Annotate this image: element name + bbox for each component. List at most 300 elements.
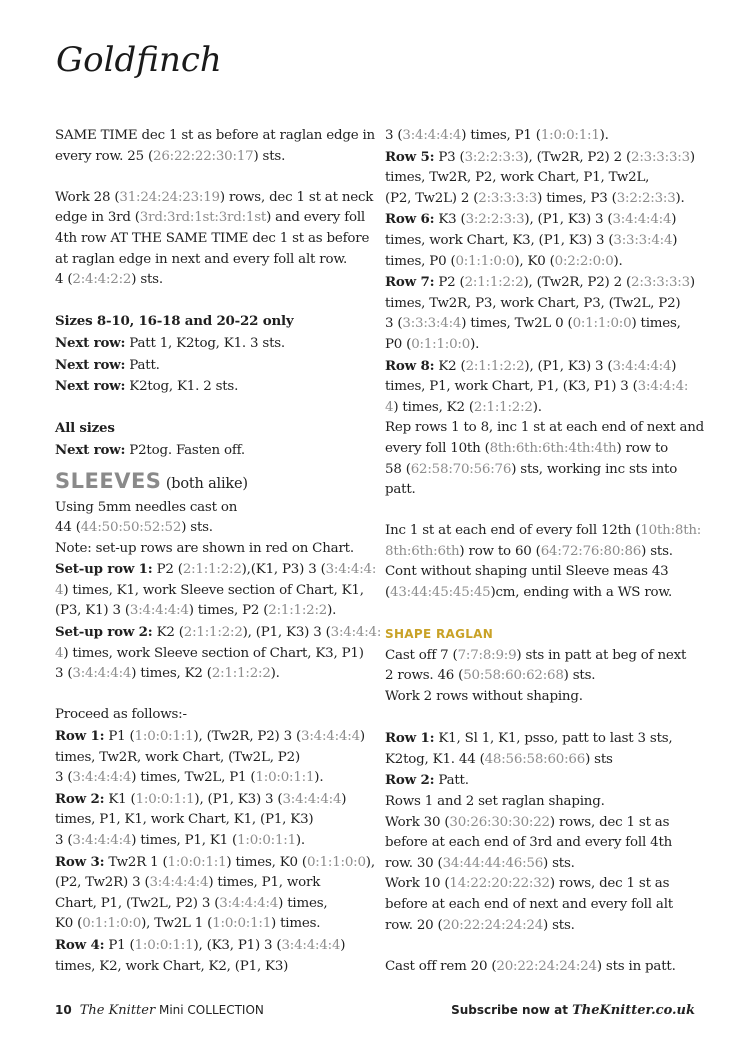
text-run: ) row to	[616, 440, 668, 456]
text-line	[55, 250, 373, 271]
text-run: at raglan edge in next and every foll alt row.	[55, 251, 348, 267]
text-run: Cast off 7 (	[385, 647, 458, 663]
text-run: ) times, Tw2L, P1 (	[131, 770, 256, 786]
text-run: ).	[613, 253, 623, 269]
footer-left	[55, 1003, 264, 1018]
size-values: 20:22:24:24:24	[442, 917, 544, 933]
text-run: (	[385, 585, 391, 601]
size-values: 7:7:8:9:9	[457, 647, 517, 663]
text-run: ) rows, dec 1 st as	[549, 876, 670, 892]
text-run: SAME TIME dec 1 st as before at raglan edge in	[55, 128, 375, 143]
size-values: 64:72:76:80:86	[540, 543, 642, 559]
text-run: ), (P1, K3) 3 (	[194, 791, 283, 807]
page-footer	[55, 1003, 695, 1025]
text-run: Cont without shaping until Sleeve meas 43	[385, 564, 669, 580]
text-run: times, P1, work Chart, P1, (K3, P1) 3 (	[385, 379, 638, 395]
text-run: 3 (	[55, 666, 73, 682]
text-run: 3 (	[385, 316, 403, 332]
paragraph-body	[385, 646, 710, 708]
text-run: 44 (	[55, 520, 81, 536]
text-run: ) times, K0 (	[226, 854, 307, 870]
bold-label: Next row:	[55, 334, 126, 351]
text-line	[385, 957, 710, 978]
text-run: Patt.	[434, 773, 469, 789]
size-values: 30:26:30:30:22	[449, 814, 550, 830]
paragraph	[385, 126, 710, 501]
paragraph	[385, 957, 710, 978]
text-run: 4 (	[55, 272, 73, 288]
text-line	[385, 252, 710, 273]
text-line	[55, 498, 373, 519]
text-run: ).	[327, 603, 337, 619]
text-run: ) sts in patt at beg of next	[516, 647, 687, 663]
size-values: 3:4:4:4:4	[149, 875, 209, 891]
bold-label: Row 4:	[55, 936, 105, 953]
paragraph	[55, 418, 373, 461]
size-values: 2:1:1:2:2	[211, 666, 271, 682]
text-run: ) times,	[631, 316, 681, 332]
text-run: ),	[365, 854, 375, 870]
text-run: Patt 1, K2tog, K1. 3 sts.	[125, 335, 285, 351]
text-line	[55, 852, 373, 874]
text-line	[55, 810, 373, 831]
text-line	[385, 356, 710, 378]
text-run: )	[359, 729, 365, 745]
magazine-name: The Knitter	[79, 1003, 156, 1018]
text-line	[385, 294, 710, 315]
text-run: ) sts, working inc sts into	[511, 461, 678, 477]
size-values: 8th:6th:6th	[385, 543, 460, 559]
text-run: Rows 1 and 2 set raglan shaping.	[385, 794, 605, 809]
text-line	[55, 539, 373, 560]
text-run: every row. 25 (	[55, 148, 154, 164]
text-run: )cm, ending with a WS row.	[490, 585, 673, 601]
text-run: )	[340, 937, 346, 953]
text-run: )	[671, 212, 677, 228]
bold-label: Next row:	[55, 356, 126, 373]
text-run: )	[689, 275, 695, 291]
size-values: 0:1:1:0:0	[455, 253, 515, 269]
size-values: 3:2:2:3:3	[465, 212, 525, 228]
text-run: P2 (	[434, 275, 465, 291]
text-run: ) times, K2 (	[393, 399, 474, 415]
size-values: 1:0:0:1:1	[255, 770, 315, 786]
text-line	[385, 168, 710, 189]
size-values: 20:22:24:24:24	[496, 958, 597, 974]
shape-raglan-heading: SHAPE RAGLAN	[385, 627, 494, 642]
text-run: ) sts in patt.	[596, 958, 676, 974]
paragraph	[385, 521, 710, 603]
size-values: 0:2:2:0:0	[554, 253, 614, 269]
text-run: 3 (	[55, 770, 73, 786]
text-run: ), (P1, K3) 3 (	[524, 358, 613, 374]
text-run: ).	[470, 336, 480, 352]
text-line	[55, 333, 373, 355]
text-line	[385, 460, 710, 481]
text-run: ) sts.	[543, 855, 575, 871]
size-values: 8th:6th:6th:4th:4th	[489, 440, 617, 456]
text-line	[55, 229, 373, 250]
text-run: ), (Tw2R, P2) 2 (	[523, 275, 632, 291]
text-run: K2 (	[434, 358, 466, 374]
size-values: 3:4:4:4:4	[612, 212, 672, 228]
text-line	[55, 601, 373, 622]
website-link[interactable]: TheKnitter.co.uk	[572, 1003, 695, 1018]
size-values: 3:4:4:4:4	[301, 729, 360, 745]
size-values: 4	[385, 399, 394, 415]
text-run: ) row to 60 (	[459, 543, 541, 559]
text-run: Rep rows 1 to 8, inc 1 st at each end of next and	[385, 420, 705, 436]
text-line	[385, 687, 710, 708]
right-column	[385, 126, 710, 977]
collection-name: Mini COLLECTION	[155, 1003, 264, 1017]
bold-label: Row 2:	[385, 772, 435, 789]
bold-label: Row 1:	[385, 730, 435, 747]
text-run: ), Tw2L 1 (	[141, 916, 213, 932]
size-values: 3:4:4:4:	[637, 379, 689, 395]
text-run: ) times, K2 (	[131, 666, 212, 682]
text-run: ) sts.	[131, 272, 163, 288]
text-line	[385, 480, 710, 501]
size-values: 2:3:3:3:3	[478, 190, 538, 206]
size-values: 2:1:1:2:2	[464, 275, 524, 291]
size-values: 3:4:4:4:	[325, 562, 377, 578]
text-line	[55, 311, 373, 333]
size-values: 62:58:70:56:76	[410, 461, 512, 477]
text-run: K3 (	[434, 212, 466, 228]
text-run: ).	[675, 190, 685, 206]
text-line	[55, 188, 373, 209]
size-values: 50:58:60:62:68	[463, 668, 564, 684]
text-run: ).	[295, 833, 305, 848]
text-line	[55, 559, 377, 581]
size-values: 3:4:4:4:4	[72, 833, 132, 848]
text-run: P1 (	[104, 937, 135, 953]
size-values: 3:4:4:4:4	[72, 770, 132, 786]
text-run: ) times, Tw2L 0 (	[461, 316, 573, 332]
text-line	[55, 644, 373, 665]
bold-label: All sizes	[55, 420, 115, 437]
size-values: 48:56:58:60:66	[484, 751, 586, 767]
text-run: Inc 1 st at each end of every foll 12th (	[385, 523, 641, 539]
size-values: 2:4:4:2:2	[72, 272, 132, 288]
text-line	[55, 894, 373, 915]
size-values: 3rd:3rd:1st:3rd:1st	[139, 210, 267, 226]
text-run: Cast off rem 20 (	[385, 958, 497, 974]
bold-label: Row 3:	[55, 853, 105, 870]
size-values: 3:4:4:4:4	[281, 937, 341, 953]
text-line	[385, 854, 710, 875]
text-run: K2tog, K1. 44 (	[385, 751, 485, 767]
text-line	[385, 209, 710, 231]
paragraph	[385, 728, 710, 936]
text-run: K1, Sl 1, K1, psso, patt to last 3 sts,	[434, 731, 673, 747]
text-run: ), (Tw2R, P2) 2 (	[523, 149, 632, 165]
text-run: ), (P1, K3) 3 (	[524, 212, 613, 228]
bold-label: Next row:	[55, 378, 126, 395]
text-run: ) sts	[585, 751, 613, 767]
size-values: 2:3:3:3:3	[631, 275, 690, 291]
text-run: )	[671, 358, 677, 374]
paragraph	[385, 624, 710, 707]
size-values: 2:1:1:2:2	[473, 399, 533, 415]
text-run: ), (P1, K3) 3 (	[242, 625, 331, 641]
bold-label: Set-up row 2:	[55, 624, 153, 641]
size-values: 0:1:1:0:0	[572, 316, 632, 332]
text-line	[55, 126, 373, 147]
text-line	[385, 398, 710, 419]
text-line	[385, 750, 710, 771]
text-run: )	[689, 149, 695, 165]
text-line	[385, 770, 710, 792]
text-run: Using 5mm needles cast on	[55, 499, 238, 515]
text-line	[55, 705, 373, 726]
text-run: before at each end of next and every foll alt	[385, 896, 673, 912]
text-run: 3 (	[385, 128, 403, 143]
text-run: Work 30 (	[385, 814, 450, 830]
sleeves-subtitle: (both alike)	[161, 475, 248, 492]
text-run: ).	[599, 128, 609, 143]
text-line	[55, 789, 373, 811]
text-line	[55, 270, 373, 291]
size-values: 3:2:2:3:3	[616, 190, 676, 206]
text-line	[55, 768, 373, 789]
size-values: 3:2:2:3:3	[464, 149, 524, 165]
size-values: 10th:8th:	[640, 523, 702, 539]
size-values: 2:1:1:2:2	[182, 562, 242, 578]
text-line	[385, 377, 710, 398]
text-run: times, P0 (	[385, 253, 456, 269]
text-run: times, Tw2R, P2, work Chart, P1, Tw2L,	[385, 170, 650, 186]
text-run: P0 (	[385, 336, 412, 352]
text-run: P3 (	[434, 149, 465, 165]
text-run: times, Tw2R, work Chart, (Tw2L, P2)	[55, 749, 300, 765]
text-line	[55, 726, 373, 748]
text-run: (P2, Tw2R) 3 (	[55, 875, 150, 891]
text-line	[55, 355, 373, 377]
size-values: 3:4:4:4:4	[129, 603, 189, 619]
text-line	[385, 147, 710, 169]
text-run: times, work Chart, K3, (P1, K3) 3 (	[385, 232, 614, 248]
text-run: times, P1, K1, work Chart, K1, (P1, K3)	[55, 812, 314, 828]
bold-label: Row 6:	[385, 211, 435, 228]
left-column	[55, 126, 382, 977]
text-line	[385, 833, 710, 854]
paragraph	[55, 705, 373, 977]
size-values: 31:24:24:23:19	[119, 189, 220, 205]
size-values: 3:3:3:4:4	[402, 316, 462, 332]
text-run: row. 20 (	[385, 917, 443, 933]
size-values: 1:0:0:1:1	[135, 791, 195, 807]
text-run: ) times,	[278, 895, 328, 911]
size-values: 1:0:0:1:1	[134, 937, 194, 953]
text-line	[55, 440, 373, 462]
text-run: Work 2 rows without shaping.	[385, 689, 583, 705]
text-line	[385, 646, 710, 667]
text-line	[385, 521, 710, 542]
size-values: 4	[55, 645, 64, 661]
page-number: 10	[55, 1003, 72, 1017]
text-line	[55, 208, 373, 229]
text-run: K0 (	[55, 916, 83, 932]
text-line	[55, 622, 382, 644]
text-run: ) times, work Sleeve section of Chart, K3, P1)	[63, 645, 364, 661]
sleeves-heading	[55, 468, 373, 498]
text-run: ) times, P3 (	[537, 190, 617, 206]
text-line	[55, 748, 373, 769]
size-values: 2:3:3:3:3	[631, 149, 690, 165]
text-run: 3 (	[55, 833, 73, 848]
text-line	[385, 314, 710, 335]
text-run: ) times, P1, K1 (	[131, 833, 238, 848]
text-line	[385, 418, 710, 439]
text-run: ), (K3, P1) 3 (	[193, 937, 282, 953]
text-run: ) times, P1, work	[208, 875, 321, 891]
text-run: ) rows, dec 1 st as	[549, 814, 670, 830]
text-run: ) times, K1, work Sleeve section of Chart, K1,	[63, 582, 364, 598]
text-run: ).	[314, 770, 324, 786]
text-run: ) and every foll	[266, 210, 366, 226]
text-line	[55, 664, 373, 685]
text-run: Proceed as follows:-	[55, 707, 187, 723]
size-values: 44:50:50:52:52	[80, 520, 182, 536]
bold-label: Row 2:	[55, 790, 105, 807]
text-line	[385, 231, 710, 252]
text-run: ) sts.	[253, 148, 286, 164]
text-run: Patt.	[125, 357, 160, 373]
text-run: K2tog, K1. 2 sts.	[125, 379, 239, 395]
sleeves-title: SLEEVES	[55, 468, 162, 493]
text-line	[385, 439, 710, 460]
text-line	[385, 813, 710, 834]
footer-right	[451, 1003, 695, 1018]
text-line	[385, 272, 710, 294]
text-line	[385, 583, 710, 604]
text-line	[385, 874, 710, 895]
text-run: Work 28 (	[55, 189, 120, 205]
text-run: times, K2, work Chart, K2, (P1, K3)	[55, 958, 289, 974]
text-run: ),(K1, P3) 3 (	[241, 562, 326, 578]
size-values: 0:1:1:0:0	[411, 336, 471, 352]
text-run: ).	[270, 666, 280, 682]
text-run: ) times.	[271, 916, 321, 932]
size-values: 1:0:0:1:1	[167, 854, 227, 870]
bold-label: Set-up row 1:	[55, 561, 153, 578]
text-run: edge in 3rd (	[55, 210, 140, 226]
text-run: )	[672, 232, 678, 248]
text-run: 2 rows. 46 (	[385, 668, 464, 684]
size-values: 43:44:45:45:45	[390, 585, 491, 601]
bold-label: Next row:	[55, 441, 126, 458]
size-values: 3:4:4:4:4	[402, 128, 462, 143]
text-line	[385, 728, 710, 750]
text-line	[385, 542, 710, 563]
text-line	[55, 518, 373, 539]
text-line	[55, 935, 373, 957]
size-values: 1:0:0:1:1	[212, 916, 272, 932]
size-values: 2:1:1:2:2	[465, 358, 525, 374]
text-run: ) times, P2 (	[188, 603, 269, 619]
size-values: 1:0:0:1:1	[540, 128, 600, 143]
size-values: 3:3:3:4:4	[613, 232, 673, 248]
text-run: ) sts.	[641, 543, 673, 559]
size-values: 26:22:22:30:17	[153, 148, 254, 164]
text-line	[385, 792, 710, 813]
bold-label: Row 1:	[55, 728, 105, 745]
size-values: 2:1:1:2:2	[268, 603, 328, 619]
text-run: before at each end of 3rd and every foll 4th	[385, 835, 673, 851]
text-line	[55, 581, 373, 602]
size-values: 14:22:20:22:32	[449, 876, 550, 892]
subscribe-text: Subscribe now at	[451, 1003, 573, 1017]
text-line	[55, 957, 373, 978]
text-line	[385, 895, 710, 916]
size-values: 3:4:4:4:	[330, 625, 382, 641]
text-run: Tw2R 1 (	[104, 854, 168, 870]
text-run: P2tog. Fasten off.	[125, 442, 245, 458]
text-line	[55, 418, 373, 440]
text-line	[385, 189, 710, 210]
text-line	[55, 873, 373, 894]
size-values: 3:4:4:4:4	[282, 791, 342, 807]
size-values: 4	[55, 582, 64, 598]
bold-label: Row 8:	[385, 357, 435, 374]
text-run: Work 10 (	[385, 876, 450, 892]
text-line	[385, 666, 710, 687]
size-values: 2:1:1:2:2	[183, 625, 243, 641]
text-run: ) times, P1 (	[461, 128, 541, 143]
text-run: )	[341, 791, 347, 807]
text-run: ), K0 (	[514, 253, 555, 269]
text-run: ).	[532, 399, 542, 415]
text-run: row. 30 (	[385, 855, 443, 871]
paragraph	[55, 498, 382, 685]
text-line	[385, 916, 710, 937]
text-run: K2 (	[152, 625, 184, 641]
text-line	[385, 126, 710, 147]
text-run: every foll 10th (	[385, 440, 490, 456]
text-run: (P2, Tw2L) 2 (	[385, 190, 479, 206]
paragraph	[55, 126, 373, 167]
text-run: (P3, K1) 3 (	[55, 603, 130, 619]
text-line	[385, 335, 710, 356]
text-run: 4th row AT THE SAME TIME dec 1 st as before	[55, 230, 370, 246]
text-line	[385, 562, 710, 583]
text-line	[55, 147, 373, 168]
text-run: ) rows, dec 1 st at neck	[219, 189, 374, 205]
bold-label: Row 5:	[385, 148, 435, 165]
text-line	[55, 914, 373, 935]
size-values: 3:4:4:4:4	[219, 895, 279, 911]
bold-label: Row 7:	[385, 274, 435, 291]
text-run: ) sts.	[563, 668, 596, 684]
bold-label: Sizes 8-10, 16-18 and 20-22 only	[55, 313, 294, 330]
size-values: 0:1:1:0:0	[82, 916, 142, 932]
text-line	[55, 831, 373, 852]
text-run: Note: set-up rows are shown in red on Chart.	[55, 540, 354, 556]
text-run: patt.	[385, 482, 416, 498]
paragraph	[55, 311, 373, 397]
page-title: Goldfinch	[56, 40, 222, 80]
text-run: P1 (	[104, 729, 135, 745]
text-run: ) sts.	[181, 520, 213, 536]
size-values: 1:0:0:1:1	[237, 833, 296, 848]
size-values: 1:0:0:1:1	[134, 729, 194, 745]
text-run: 58 (	[385, 461, 411, 477]
size-values: 3:4:4:4:4	[72, 666, 132, 682]
text-run: Chart, P1, (Tw2L, P2) 3 (	[55, 895, 220, 911]
size-values: 0:1:1:0:0	[306, 854, 366, 870]
